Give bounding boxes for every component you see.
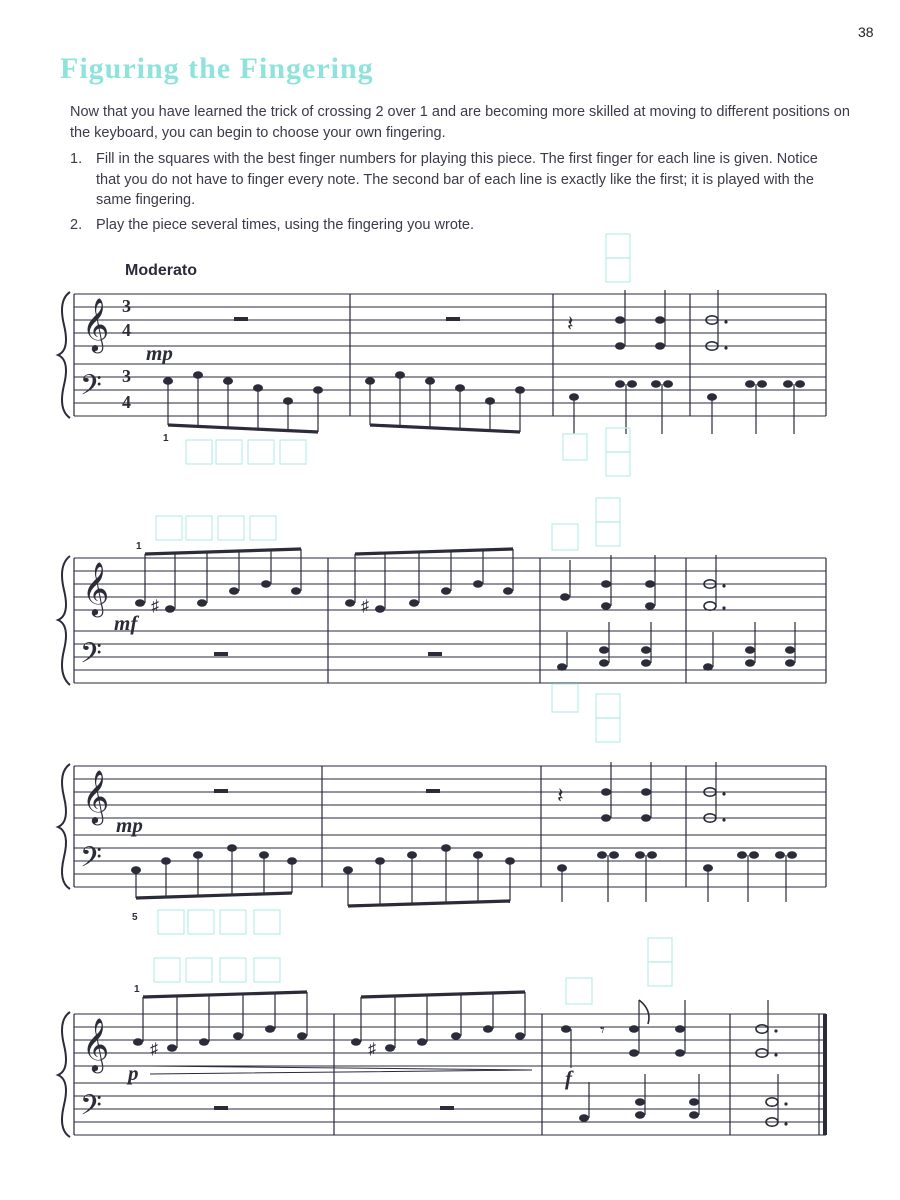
whole-rest bbox=[214, 789, 228, 793]
fingering-box[interactable] bbox=[254, 958, 280, 982]
chords bbox=[557, 555, 795, 671]
fingering-box[interactable] bbox=[566, 978, 592, 1004]
crescendo-hairpin bbox=[150, 1066, 532, 1074]
fingering-box[interactable] bbox=[280, 440, 306, 464]
tempo-marking: Moderato bbox=[125, 262, 197, 279]
treble-staff bbox=[74, 1014, 826, 1066]
fingering-box[interactable] bbox=[596, 522, 620, 546]
chords bbox=[557, 762, 797, 902]
bass-clef-icon: 𝄢 bbox=[80, 637, 102, 677]
instruction-text: Play the piece several times, using the fingering you wrote. bbox=[96, 216, 475, 233]
bass-clef-icon: 𝄢 bbox=[80, 1089, 102, 1129]
fingering-box[interactable] bbox=[606, 452, 630, 476]
intro-paragraph: Now that you have learned the trick of crossing 2 over 1 and are becoming more skilled at moving to different positions on the keyboard, you can begin to choose your own fingering. bbox=[70, 104, 850, 141]
time-sig-top: 3 bbox=[122, 296, 131, 316]
dynamic-mark: p bbox=[128, 1061, 139, 1085]
brace bbox=[58, 292, 70, 418]
fingering-box[interactable] bbox=[563, 434, 587, 460]
fingering-box[interactable] bbox=[218, 516, 244, 540]
instruction-number: 2. bbox=[70, 216, 83, 233]
given-finger: 1 bbox=[163, 433, 169, 444]
fingering-box[interactable] bbox=[596, 498, 620, 522]
page-number: 38 bbox=[858, 24, 874, 40]
fingering-box[interactable] bbox=[596, 694, 620, 718]
fingering-box[interactable] bbox=[254, 910, 280, 934]
fingering-box[interactable] bbox=[216, 440, 242, 464]
treble-staff bbox=[74, 766, 826, 818]
fingering-box[interactable] bbox=[552, 684, 578, 712]
final-barline-thick bbox=[823, 1014, 827, 1135]
svg-text:♯: ♯ bbox=[151, 598, 159, 615]
fingering-box[interactable] bbox=[648, 962, 672, 986]
fingering-box[interactable] bbox=[552, 524, 578, 550]
treble-clef-icon: 𝄞 bbox=[82, 297, 110, 351]
svg-text:♯: ♯ bbox=[361, 598, 369, 615]
brace bbox=[58, 764, 70, 889]
bass-staff bbox=[74, 835, 826, 887]
fingering-boxes bbox=[156, 498, 620, 742]
whole-rest bbox=[428, 652, 442, 656]
svg-text:♯: ♯ bbox=[150, 1041, 158, 1058]
dynamic-mark: mp bbox=[116, 813, 143, 837]
fingering-box[interactable] bbox=[606, 258, 630, 282]
fingering-box[interactable] bbox=[186, 440, 212, 464]
svg-text:𝄽: 𝄽 bbox=[557, 783, 564, 808]
fingering-box[interactable] bbox=[596, 718, 620, 742]
system-4 bbox=[58, 938, 827, 1137]
treble-eighths bbox=[133, 992, 525, 1058]
fingering-box[interactable] bbox=[250, 516, 276, 540]
chords bbox=[567, 290, 805, 434]
instruction-text: Fill in the squares with the best finger numbers for playing this piece. The first finger for each line is given. Notice that you do not have to finger every note. The second bar of each line is exactly like the first; it is played with the same fingering. bbox=[96, 151, 818, 208]
fingering-box[interactable] bbox=[156, 516, 182, 540]
bass-eighths bbox=[131, 844, 515, 906]
fingering-box[interactable] bbox=[220, 910, 246, 934]
treble-clef-icon: 𝄞 bbox=[82, 769, 110, 823]
fingering-box[interactable] bbox=[248, 440, 274, 464]
given-finger: 1 bbox=[136, 541, 142, 552]
bass-clef-icon: 𝄢 bbox=[80, 369, 102, 409]
bass-clef-icon: 𝄢 bbox=[80, 841, 102, 881]
fingering-box[interactable] bbox=[220, 958, 246, 982]
whole-rest bbox=[214, 652, 228, 656]
time-sig-top: 3 bbox=[122, 366, 131, 386]
page-title: Figuring the Fingering bbox=[60, 52, 374, 85]
system-1 bbox=[58, 234, 826, 476]
bass-staff bbox=[74, 364, 826, 416]
treble-clef-icon: 𝄞 bbox=[82, 561, 110, 615]
whole-rest bbox=[426, 789, 440, 793]
whole-rest bbox=[234, 317, 248, 321]
whole-rest bbox=[440, 1106, 454, 1110]
given-finger: 5 bbox=[132, 912, 138, 923]
system-2 bbox=[58, 498, 826, 742]
dynamic-mark: mf bbox=[114, 611, 138, 635]
given-finger: 1 bbox=[134, 984, 140, 995]
fingering-boxes bbox=[158, 910, 280, 934]
whole-rest bbox=[214, 1106, 228, 1110]
whole-rest bbox=[446, 317, 460, 321]
brace bbox=[58, 1012, 70, 1137]
fingering-box[interactable] bbox=[648, 938, 672, 962]
fingering-box[interactable] bbox=[186, 958, 212, 982]
time-sig-bottom: 4 bbox=[122, 392, 131, 412]
fingering-box[interactable] bbox=[188, 910, 214, 934]
instruction-number: 1. bbox=[70, 151, 83, 167]
fingering-box[interactable] bbox=[158, 910, 184, 934]
fingering-box[interactable] bbox=[154, 958, 180, 982]
brace bbox=[58, 556, 70, 685]
fingering-box[interactable] bbox=[186, 516, 212, 540]
svg-text:♯: ♯ bbox=[368, 1041, 376, 1058]
dynamic-mark: f bbox=[565, 1066, 572, 1090]
fingering-box[interactable] bbox=[606, 234, 630, 258]
system-3 bbox=[58, 762, 826, 934]
svg-text:𝄽: 𝄽 bbox=[567, 311, 574, 336]
bass-eighths bbox=[163, 371, 525, 432]
svg-text:𝄾: 𝄾 bbox=[600, 1020, 605, 1040]
time-sig-bottom: 4 bbox=[122, 320, 131, 340]
treble-eighths bbox=[135, 549, 513, 615]
chords bbox=[561, 1000, 788, 1126]
fingering-boxes bbox=[186, 234, 630, 476]
treble-clef-icon: 𝄞 bbox=[82, 1017, 110, 1071]
dynamic-mark: mp bbox=[146, 341, 173, 365]
